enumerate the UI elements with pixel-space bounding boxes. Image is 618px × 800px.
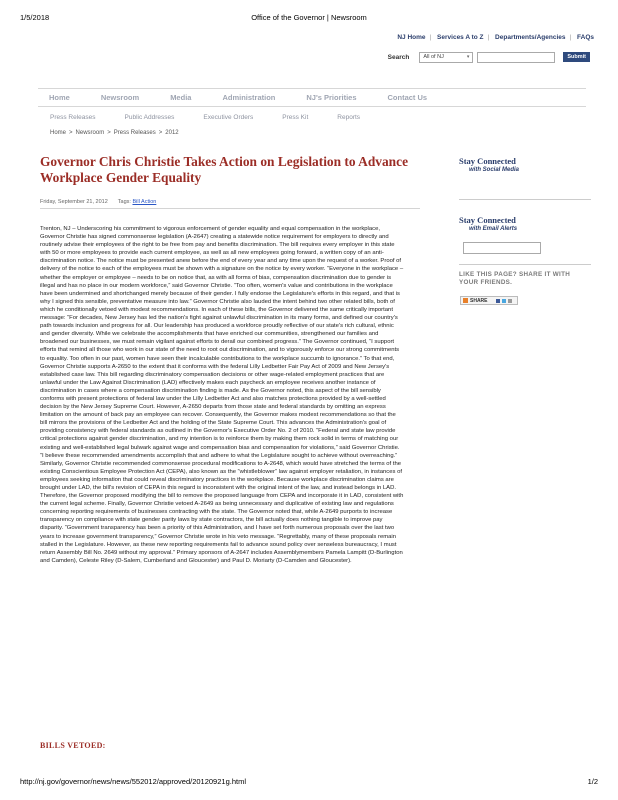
print-title: Office of the Governor | Newsroom bbox=[251, 13, 367, 22]
breadcrumb-separator: > bbox=[69, 130, 73, 136]
separator: | bbox=[429, 34, 432, 41]
breadcrumb-newsroom[interactable]: Newsroom bbox=[75, 130, 105, 136]
page-number: 1/2 bbox=[587, 777, 598, 786]
article-body: Trenton, NJ – Underscoring his commitment to vigorous enforcement of gender equality and equal compensation in the workplace, Governor Christie has signed commonsense legislation (A-2647) creating a statewide notice requirement for employers to directly and routinely advise their employees of the right to be free from pay and benefits discrimination. The bill requires every employer in this state with 50 or more employees to provide each current employee, as well as all new employees going forward, a written copy of an anti-discrimination notice. The notice must be presented anew before the end of every year and any time upon the request of a worker. Proof of delivery of the notice to each of the employees must be shown with a signature on the notice by every worker. “Everyone in the workplace – whether the employer or employee – needs to be on notice that, as with all forms of bias, compensation discrimination due to gender is illegal and has no place in our modern workforce,” said Governor Christie. “Too often, women's value and contributions in the workplace have been undermined and shortchanged merely because of their gender. I fully endorse the Legislature's efforts in this regard, and that is why I signed this sensible, preventative measure into law.” Governor Christie also lauded the intent behind two other related bills, both of which he conditionally vetoed with modest recommendations. In each of these bills, the Governor delivered the same critically important message: “For decades, New Jersey has led the nation's fight against unlawful discrimination in its many forms, and defined our country's path towards inclusion and progress for all. Our leadership has produced a workforce proudly reflective of our state's rich cultural, ethnic and gender diversity. While we celebrate the accomplishments that have enriched our communities, strengthened our families and broadened our businesses, we must remain vigilant against efforts to derail our combined progress.” The Governor continued, “I support efforts that remind all those who work in our state of the need to root out discrimination, and to vigorously enforce our strong commitments to equality. Too often in our past, women have seen their incalculable contributions to the workplace succumb to ignorance.” To that end, Governor Christie supports A-2650 to the extent that it conforms with the federal Lilly Ledbetter Fair Pay Act of 2009 and New Jersey's established case law. This bill regarding discriminatory compensation decisions or other wage-related employment practices that are unlawful under the Law Against Discrimination (LAD) effectively makes each paycheck an employee receives another instance of discrimination in cases where a compensation discrimination finding is made. As the Governor noted, this aspect of the bill sensibly conforms with present protections of federal law under the Lilly Ledbetter Act and also matches protections provided by a well-settled decision by the New Jersey Supreme Court. However, A-2650 departs from those state and federal standards by omitting an express limitation on the amount of back pay an employee can recover. Consequently, the Governor makes modest recommendations so that the bill mirrors the provisions of the Ledbetter Act and the holding of the State Supreme Court. This advances the Administration's goal of providing consistency with federal standards as outlined in the Governor's Executive Order No. 2 of 2010. “Federal and state law provide critical protections against gender discrimination, and my intention is to reinforce them by making them rock solid in terms of matching our existing and well-established legal bulwark against wage and compensation bias and compensation for violations,” said Governor Christie. “I believe these recommended amendments accomplish that and adhere to what the Legislature sought to achieve without overreaching.” Similarly, Governor Christie recommended commonsense procedural modifications to A-2648, which would have stretched the terms of the existing Conscientious Employee Protection Act (CEPA), also known as the “whistleblower” law against employer retaliation, in instances of employees seeking information that could reveal discriminatory practices in the workplace. Because workplace discrimination claims are brought under LAD, the bill's revision of CEPA in this regard is inconsistent with the original intent of the law, and instead belongs in LAD. Therefore, the Governor proposed modifying the bill to remove the proposed language from CEPA and incorporate it in LAD, consistent with the current legal scheme. Finally, Governor Christie vetoed A-2649 as being unnecessary and duplicative of existing law and regulations concerning reporting requirements of businesses contracting with the state. The Governor noted that, while A-2649 purports to increase transparency on compliance with state gender parity laws by state contractors, the bill actually does nothing tangible to improve pay disparity. “Government transparency has been a priority of this Administration, and I have set forth numerous proposals over the last two years to increase government transparency,” Governor Christie wrote in his veto message. “Regrettably, many of these proposals remain stalled in the Legislature. However, as these new reporting requirements fail to advance sound policy over senseless bureaucracy, I must return Assembly Bill No. 2649 without my approval.” Primary sponsors of A-2647 includes Assemblymembers Pamela Lampitt (D-Burlington and Camden), Celeste Riley (D-Salem, Cumberland and Gloucester) and Paul D. Moriarty (D-Camden and Gloucester). bbox=[40, 226, 404, 564]
article-date: Friday, September 21, 2012 bbox=[40, 199, 108, 205]
search-input[interactable] bbox=[477, 52, 555, 63]
sub-nav-press-releases[interactable]: Press Releases bbox=[50, 114, 96, 121]
bills-vetoed-heading: BILLS VETOED: bbox=[40, 741, 106, 750]
tags-label: Tags: bbox=[117, 199, 131, 205]
share-label: SHARE bbox=[470, 297, 488, 304]
search-label: Search bbox=[387, 53, 410, 61]
facebook-icon bbox=[496, 299, 500, 303]
share-prompt: LIKE THIS PAGE? SHARE IT WITH YOUR FRIENDS. bbox=[459, 271, 571, 286]
separator: | bbox=[569, 34, 572, 41]
social-heading: Stay Connected bbox=[459, 156, 516, 166]
breadcrumb bbox=[50, 130, 179, 136]
email-connect-panel[interactable] bbox=[459, 215, 599, 232]
print-header bbox=[20, 13, 598, 25]
sub-nav bbox=[50, 114, 360, 121]
article-title: Governor Chris Christie Takes Action on Legislation to Advance Workplace Gender Equality bbox=[40, 154, 409, 185]
tags bbox=[118, 199, 157, 205]
nav-nj-home[interactable]: NJ Home bbox=[397, 34, 426, 41]
sub-nav-executive-orders[interactable]: Executive Orders bbox=[203, 114, 254, 121]
print-date: 1/5/2018 bbox=[20, 13, 50, 22]
twitter-icon bbox=[502, 299, 506, 303]
share-button[interactable] bbox=[460, 296, 518, 305]
separator: | bbox=[487, 34, 490, 41]
main-nav bbox=[38, 88, 586, 107]
share-icon bbox=[463, 298, 468, 303]
email-subheading: with Email Alerts bbox=[469, 226, 518, 232]
main-nav-administration[interactable]: Administration bbox=[222, 93, 276, 102]
sub-nav-press-kit[interactable]: Press Kit bbox=[282, 114, 309, 121]
breadcrumb-press-releases[interactable]: Press Releases bbox=[113, 130, 156, 136]
nav-services-a-to-z[interactable]: Services A to Z bbox=[437, 34, 484, 41]
email-icon bbox=[508, 299, 512, 303]
tag-link[interactable]: Bill Action bbox=[132, 199, 157, 205]
article-meta bbox=[40, 199, 156, 205]
nav-departments-agencies[interactable]: Departments/Agencies bbox=[495, 34, 566, 41]
nav-faqs[interactable]: FAQs bbox=[577, 34, 594, 41]
main-nav-newsroom[interactable]: Newsroom bbox=[100, 93, 140, 102]
chevron-down-icon: ▾ bbox=[466, 53, 470, 60]
page-url: http://nj.gov/governor/news/news/552012/approved/20120921g.html bbox=[20, 777, 246, 786]
breadcrumb-separator: > bbox=[158, 130, 163, 136]
social-connect-panel[interactable] bbox=[459, 156, 599, 173]
social-subheading: with Social Media bbox=[469, 167, 520, 173]
sub-nav-public-addresses[interactable]: Public Addresses bbox=[124, 114, 175, 121]
divider bbox=[40, 208, 420, 209]
search-bar bbox=[388, 51, 590, 63]
utility-nav bbox=[397, 34, 594, 41]
main-nav-priorities[interactable]: NJ's Priorities bbox=[306, 93, 357, 102]
main-nav-media[interactable]: Media bbox=[170, 93, 192, 102]
search-scope-select[interactable] bbox=[419, 52, 473, 63]
sub-nav-reports[interactable]: Reports bbox=[337, 114, 361, 121]
breadcrumb-home[interactable]: Home bbox=[50, 130, 67, 136]
breadcrumb-year[interactable]: 2012 bbox=[165, 130, 179, 136]
email-heading: Stay Connected bbox=[459, 215, 516, 225]
main-nav-contact[interactable]: Contact Us bbox=[387, 93, 428, 102]
divider bbox=[459, 199, 591, 200]
divider bbox=[459, 264, 591, 265]
breadcrumb-separator: > bbox=[107, 130, 111, 136]
search-scope-value: All of NJ bbox=[423, 53, 444, 60]
main-nav-home[interactable]: Home bbox=[49, 93, 70, 102]
email-alert-field[interactable] bbox=[463, 242, 541, 254]
submit-button[interactable]: Submit bbox=[563, 52, 590, 62]
